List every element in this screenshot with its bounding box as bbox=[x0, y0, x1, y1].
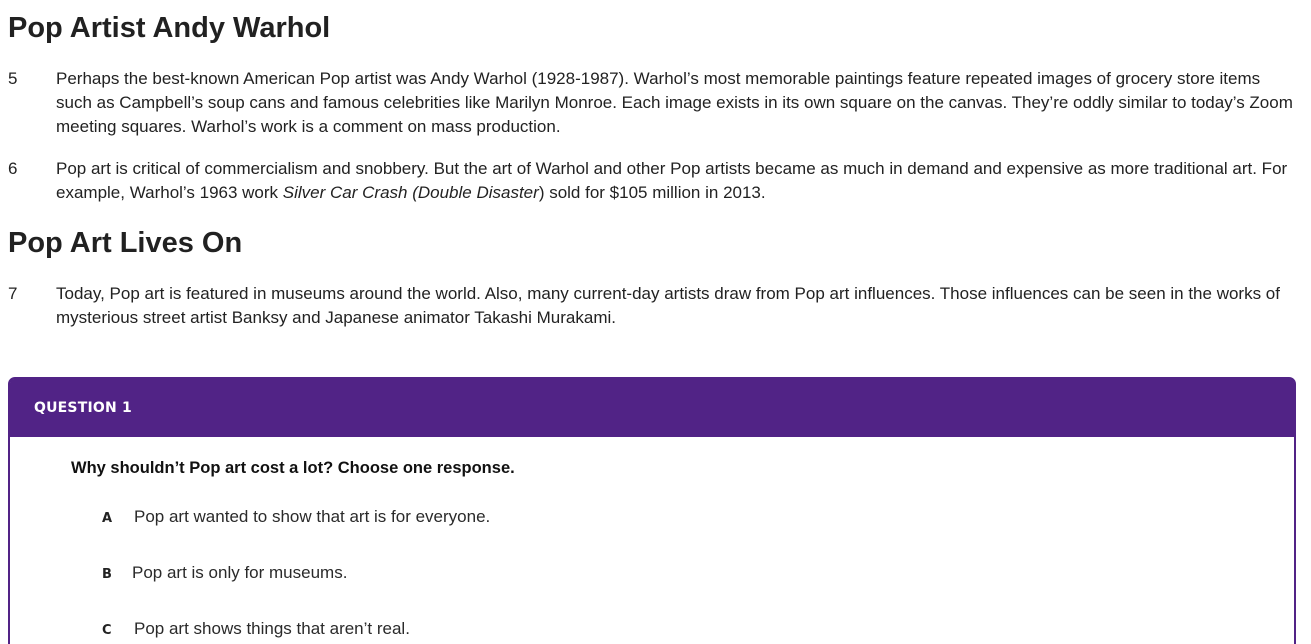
paragraph-number: 6 bbox=[8, 159, 18, 178]
section-heading-lives-on: Pop Art Lives On bbox=[8, 227, 243, 259]
paragraph-6 bbox=[8, 157, 1298, 205]
paragraph-number: 5 bbox=[8, 69, 18, 88]
option-letter: B bbox=[102, 567, 112, 582]
paragraph-text bbox=[56, 157, 1298, 205]
paragraph-text: Today, Pop art is featured in museums around the world. Also, many current-day artists draw from Pop art influences. Those influences can be seen in the works of mysterious street artist Banksy and Japanese animator Takashi Murakami. bbox=[56, 284, 1280, 327]
option-text: Pop art wanted to show that art is for everyone. bbox=[134, 507, 491, 526]
question-header bbox=[10, 379, 1294, 437]
paragraph-number: 7 bbox=[8, 284, 18, 303]
question-card bbox=[8, 377, 1296, 644]
section-heading-warhol: Pop Artist Andy Warhol bbox=[8, 12, 331, 44]
option-text: Pop art is only for museums. bbox=[132, 563, 348, 582]
paragraph-5 bbox=[8, 67, 1298, 139]
paragraph-text-part: Pop art is critical of commercialism and snobbery. But the art of Warhol and other Pop artists became as much in demand and expensive as more traditional art. For example, Warhol’s 1963 work bbox=[56, 159, 1288, 202]
paragraph-text: Perhaps the best-known American Pop artist was Andy Warhol (1928-1987). Warhol’s most memorable paintings feature repeated images of grocery store items such as Campbell’s soup cans and famous celebrities like Marilyn Monroe. Each image exists in its own square on the canvas. They’re oddly similar to today’s Zoom meeting squares. Warhol’s work is a comment on mass production. bbox=[56, 69, 1293, 136]
paragraph-7 bbox=[8, 282, 1298, 330]
paragraph-text-part: ) sold for $105 million in 2013. bbox=[538, 183, 766, 202]
option-text: Pop art shows things that aren’t real. bbox=[134, 619, 410, 638]
artwork-title: Silver Car Crash (Double Disaster bbox=[282, 183, 539, 202]
question-prompt: Why shouldn’t Pop art cost a lot? Choose one response. bbox=[71, 459, 515, 477]
answer-option-a[interactable] bbox=[102, 507, 490, 527]
option-letter: C bbox=[102, 623, 112, 638]
answer-option-b[interactable] bbox=[102, 563, 347, 583]
option-letter: A bbox=[102, 511, 113, 526]
question-label: QUESTION 1 bbox=[34, 400, 132, 416]
answer-option-c[interactable] bbox=[102, 619, 410, 639]
